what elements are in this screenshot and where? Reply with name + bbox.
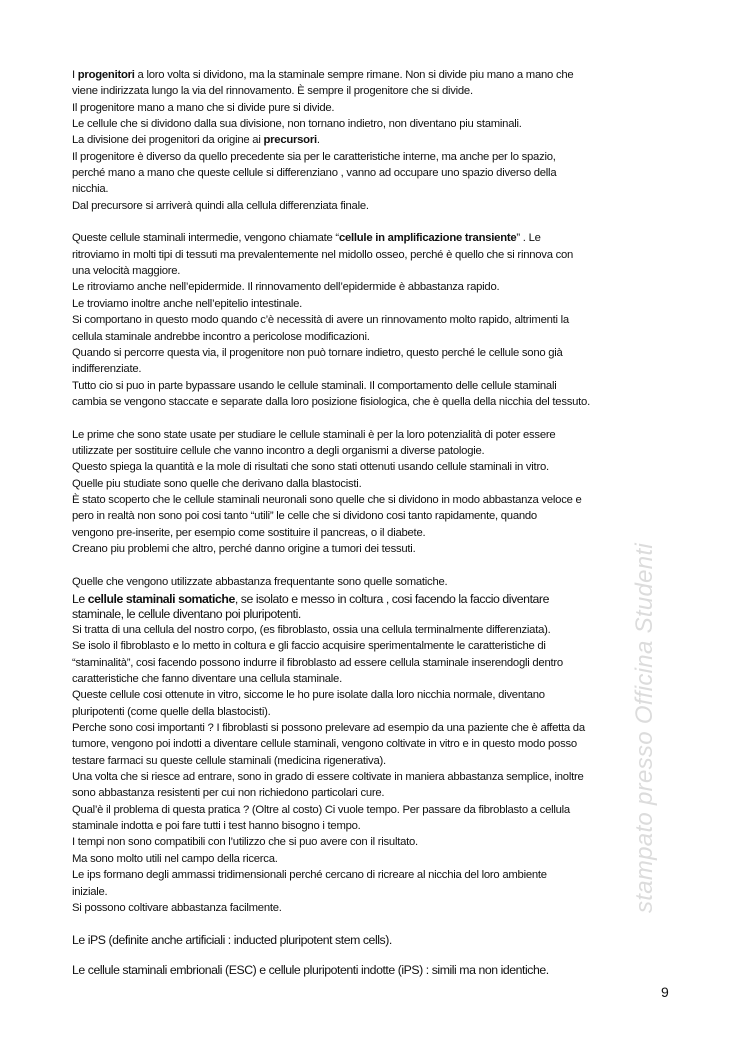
text-segment: “staminalità”, cosi facendo possono indurre il fibroblasto ad essere cellula staminale inserendogli dentro (72, 656, 563, 669)
paragraph (72, 592, 712, 916)
text-line (72, 655, 712, 671)
text-segment: Perche sono cosi importanti ? I fibroblasti si possono prelevare ad esempio da una paziente che è affetta da (72, 722, 585, 735)
text-segment: a loro volta si dividono, ma la staminale sempre rimane. Non si divide piu mano a mano che (134, 69, 574, 81)
text-segment: cellula staminale andrebbe incontro a pericolose modificazioni. (72, 330, 370, 343)
paragraph (72, 427, 712, 558)
text-line (72, 671, 712, 687)
text-line (72, 802, 712, 818)
text-segment: Il progenitore mano a mano che si divide pure si divide. (72, 101, 335, 114)
text-segment: indifferenziate. (72, 363, 142, 376)
text-segment: sono abbastanza resistenti per cui non richiedono particolari cure. (72, 787, 385, 800)
paragraph (72, 230, 712, 410)
text-segment: Tutto cio si puo in parte bypassare usando le cellule staminali. Il comportamento delle cellule staminali (72, 379, 557, 392)
text-segment: tumore, vengono poi indotti a diventare cellule staminali, vengono coltivate in vitro e in questo modo posso (72, 738, 577, 751)
bold-term: precursori (263, 134, 317, 147)
text-line (72, 884, 712, 900)
text-segment: Queste cellule cosi ottenute in vitro, siccome le ho pure isolate dalla loro nicchia normale, diventano (72, 689, 545, 702)
text-segment: testare farmaci su queste cellule staminali (medicina rigenerativa). (72, 754, 386, 767)
text-segment: La divisione dei progenitori da origine ai (72, 134, 264, 147)
text-line (72, 165, 712, 181)
text-line (72, 525, 712, 541)
text-segment: È stato scoperto che le cellule staminali neuronali sono quelle che si dividono in modo abbastanza veloce e (72, 493, 582, 506)
text-line (72, 476, 712, 492)
text-line (72, 687, 712, 703)
text-segment: Quelle che vengono utilizzate abbastanza frequentante sono quelle somatiche. (72, 575, 448, 588)
text-line (72, 100, 712, 116)
text-line (72, 149, 712, 165)
text-segment: , se isolato e messo in coltura , cosi facendo la faccio diventare (234, 592, 549, 606)
text-segment: ritroviamo in molti tipi di tessuti ma prevalentemente nel midollo osseo, perché è quello che si rinnova con (72, 248, 574, 261)
text-line (72, 459, 712, 475)
text-line (72, 394, 712, 410)
text-segment: staminale, le cellule diventano poi pluripotenti. (72, 607, 301, 621)
text-line (72, 116, 712, 132)
text-segment: pero in realtà non sono poi cosi tanto “utili” le celle che si dividono cosi tanto rapidamente, quando (72, 510, 537, 523)
paragraph (72, 933, 712, 948)
text-segment: Quelle piu studiate sono quelle che derivano dalla blastocisti. (72, 477, 362, 490)
text-line (72, 247, 712, 263)
text-segment: Si possono coltivare abbastanza facilmente. (72, 901, 282, 914)
text-segment: Le cellule staminali embrionali (ESC) e cellule pluripotenti indotte (iPS) : simili ma non identiche. (72, 962, 549, 977)
text-segment: pluripotenti (come quelle della blastocisti). (72, 705, 271, 718)
text-segment: Le ips formano degli ammassi tridimensionali perché cercano di ricreare al nicchia del loro ambiente (72, 869, 547, 882)
page-number: 9 (661, 984, 669, 1000)
text-line (72, 378, 712, 394)
text-line (72, 785, 712, 801)
text-segment: utilizzate per sostituire cellule che vanno incontro a degli organismi a diverse patologie. (72, 444, 485, 457)
text-line (72, 541, 712, 557)
text-line (72, 769, 712, 785)
text-segment: caratteristiche che fanno diventare una cellula staminale. (72, 673, 342, 686)
text-segment: iniziale. (72, 885, 108, 898)
text-line (72, 312, 712, 328)
text-line (72, 851, 712, 867)
text-line (72, 867, 712, 883)
text-segment: Le prime che sono state usate per studiare le cellule staminali è per la loro potenzialità di poter essere (72, 428, 556, 441)
text-line (72, 181, 712, 197)
text-line (72, 279, 712, 295)
text-segment: viene indirizzata lungo la via del rinnovamento. È sempre il progenitore che si divide. (72, 85, 473, 98)
text-line (72, 933, 712, 948)
text-line (72, 638, 712, 654)
text-segment: staminale indotta e poi fare tutti i test hanno bisogno i tempo. (72, 820, 361, 833)
text-line (72, 753, 712, 769)
text-line (72, 508, 712, 524)
text-line (72, 900, 712, 916)
text-segment: Il progenitore è diverso da quello precedente sia per le caratteristiche interne, ma anche per lo spazio, (72, 150, 556, 163)
text-segment: I (72, 69, 78, 81)
text-segment: Una volta che si riesce ad entrare, sono in grado di essere coltivate in maniera abbastanza semplice, inoltre (72, 771, 584, 784)
text-line (72, 361, 712, 377)
paragraph (72, 963, 712, 978)
text-segment: Se isolo il fibroblasto e lo metto in coltura e gli faccio acquisire sperimentalmente le caratteristiche di (72, 640, 546, 653)
document-body (72, 67, 712, 994)
text-segment: Le ritroviamo anche nell’epidermide. Il rinnovamento dell’epidermide è abbastanza rapido. (72, 281, 500, 294)
text-line (72, 427, 712, 443)
text-line (72, 296, 712, 312)
text-segment: Le troviamo inoltre anche nell’epitelio intestinale. (72, 297, 303, 310)
text-segment: una velocità maggiore. (72, 265, 181, 278)
text-segment: Qual’è il problema di questa pratica ? (Oltre al costo) Ci vuole tempo. Per passare da fibroblasto a cellula (72, 803, 570, 816)
text-line (72, 834, 712, 850)
text-segment: Si comportano in questo modo quando c’è necessità di avere un rinnovamento molto rapido, altrimenti la (72, 314, 569, 327)
text-segment: I tempi non sono compatibili con l’utilizzo che si puo avere con il risultato. (72, 836, 418, 849)
text-line (72, 720, 712, 736)
text-line (72, 132, 712, 148)
text-line (72, 818, 712, 834)
text-line (72, 230, 712, 246)
text-segment: Quando si percorre questa via, il progenitore non può tornare indietro, questo perché le cellule sono già (72, 346, 563, 359)
text-segment: Le cellule che si dividono dalla sua divisione, non tornano indietro, non diventano piu staminali. (72, 118, 522, 131)
text-line (72, 963, 712, 978)
text-segment: cambia se vengono staccate e separate dalla loro posizione fisiologica, che è quella della nicchia del tessuto. (72, 395, 590, 408)
text-line (72, 345, 712, 361)
bold-term: progenitori (77, 69, 135, 81)
text-segment: nicchia. (72, 183, 109, 196)
text-line (72, 592, 712, 607)
paragraph (72, 574, 712, 590)
text-line (72, 198, 712, 214)
text-segment: Le (72, 592, 88, 606)
text-segment: Ma sono molto utili nel campo della ricerca. (72, 852, 278, 865)
text-segment: ” . Le (516, 232, 541, 245)
text-segment: perché mano a mano che queste cellule si differenziano , vanno ad occupare uno spazio diverso della (72, 167, 557, 180)
paragraph (72, 67, 712, 214)
text-segment: vengono pre-inserite, per esempio come sostituire il pancreas, o il diabete. (72, 526, 426, 539)
text-line (72, 83, 712, 99)
text-segment: Questo spiega la quantità e la mole di risultati che sono stati ottenuti usando cellule staminali in vitro. (72, 461, 549, 474)
text-segment: . (316, 134, 320, 147)
bold-term: cellule staminali somatiche (87, 592, 235, 606)
text-segment: Queste cellule staminali intermedie, vengono chiamate “ (72, 232, 339, 245)
text-line (72, 443, 712, 459)
text-line (72, 704, 712, 720)
text-segment: Dal precursore si arriverà quindi alla cellula differenziata finale. (72, 199, 369, 212)
text-segment: Creano piu problemi che altro, perché danno origine a tumori dei tessuti. (72, 542, 416, 555)
text-line (72, 574, 712, 590)
text-line (72, 67, 712, 83)
text-line (72, 736, 712, 752)
text-segment: Si tratta di una cellula del nostro corpo, (es fibroblasto, ossia una cellula terminalmente differenziata). (72, 624, 551, 636)
text-line (72, 263, 712, 279)
text-line (72, 492, 712, 508)
bold-term: cellule in amplificazione transiente (338, 232, 517, 245)
text-line (72, 607, 712, 622)
text-segment: Le iPS (definite anche artificiali : inducted pluripotent stem cells). (72, 932, 392, 947)
watermark: stampato presso Officina Studenti (631, 542, 658, 914)
text-line (72, 622, 712, 638)
text-line (72, 329, 712, 345)
